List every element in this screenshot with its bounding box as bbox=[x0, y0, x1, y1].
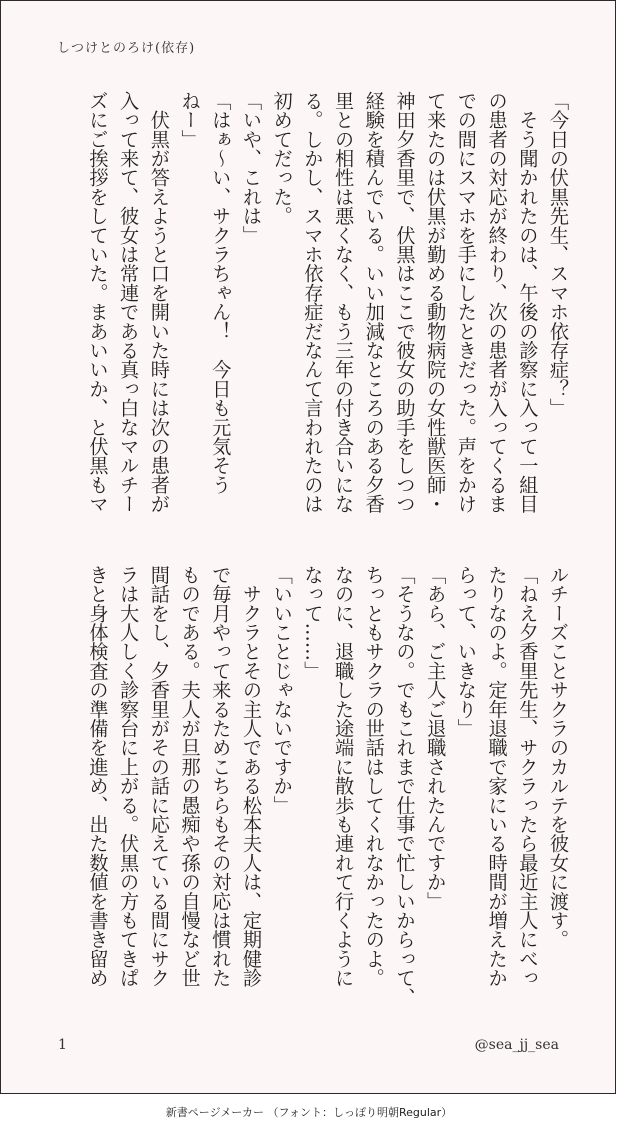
text-line: 里との相性は悪くなく、もう三年の付き合いにな bbox=[332, 91, 356, 514]
text-line: 「いいことじゃないですか」 bbox=[270, 565, 294, 815]
text-line: ルチーズことサクラのカルテを彼女に渡す。 bbox=[547, 565, 570, 949]
text-line: で毎月やって来るためこちらもその対応は慣れた bbox=[209, 565, 233, 988]
text-line: 初めてだった。 bbox=[270, 91, 294, 226]
text-line: の患者の対応が終わり、次の患者が入ってくるま bbox=[485, 91, 509, 514]
text-line: きと身体検査の準備を進め、出た数値を書き留め bbox=[86, 565, 110, 988]
text-line: なって……」 bbox=[301, 565, 325, 681]
text-line: 「今日の伏黒先生、スマホ依存症？」 bbox=[547, 91, 570, 418]
author-handle: @sea_jj_sea bbox=[474, 1037, 559, 1053]
text-line: 神田夕香里で、伏黒はここで彼女の助手をしつつ bbox=[393, 91, 417, 514]
text-line: 「ねえ夕香里先生、サクラったら最近主人にべっ bbox=[516, 565, 540, 988]
text-line: 「あら、ご主人ご退職されたんですか」 bbox=[424, 565, 448, 911]
page-number: 1 bbox=[58, 1037, 67, 1053]
text-line: そう聞かれたのは、午後の診察に入って一組目 bbox=[516, 91, 540, 514]
text-line: 入って来て、彼女は常連である真っ白なマルチー bbox=[117, 91, 141, 514]
text-line: 「いや、これは」 bbox=[239, 91, 263, 245]
text-line: らって、いきなり」 bbox=[454, 565, 478, 738]
text-line: ズにご挨拶をしていた。まあいいか、と伏黒もマ bbox=[86, 91, 110, 514]
text-line: 伏黒が答えようと口を開いた時には次の患者が bbox=[147, 91, 171, 514]
text-line: たりなのよ。定年退職で家にいる時間が増えたか bbox=[485, 565, 509, 988]
text-line: る。しかし、スマホ依存症だなんて言われたのは bbox=[301, 91, 325, 514]
text-block-bottom bbox=[51, 565, 573, 1017]
text-line: 「はぁ～い、サクラちゃん！ 今日も元気そう bbox=[209, 91, 233, 495]
text-line: 「そうなの。でもこれまで仕事で忙しいからって、 bbox=[393, 565, 417, 1007]
generator-caption: 新書ページメーカー （フォント：しっぽり明朝Regular） bbox=[165, 1106, 453, 1119]
text-line: て来たのは伏黒が勤める動物病院の女性獣医師・ bbox=[424, 91, 448, 514]
text-line: なのに、退職した途端に散歩も連れて行くように bbox=[332, 565, 356, 988]
text-line: 間話をし、夕香里がその話に応えている間にサク bbox=[147, 565, 171, 988]
text-line: ラは大人しく診察台に上がる。伏黒の方もてきぱ bbox=[117, 565, 141, 988]
text-line: での間にスマホを手にしたときだった。声をかけ bbox=[454, 91, 478, 514]
text-line: 経験を積んでいる。いい加減なところのある夕香 bbox=[362, 91, 386, 514]
text-line: ねー」 bbox=[178, 91, 202, 149]
text-line: ものである。夫人が旦那の愚痴や孫の自慢など世 bbox=[178, 565, 202, 988]
text-line: ちっともサクラの世話はしてくれなかったのよ。 bbox=[362, 565, 386, 988]
text-line: サクラとその主人である松本夫人は、定期健診 bbox=[239, 565, 263, 988]
page-title: しつけとのろけ(依存) bbox=[57, 41, 196, 56]
text-block-top bbox=[51, 91, 573, 543]
